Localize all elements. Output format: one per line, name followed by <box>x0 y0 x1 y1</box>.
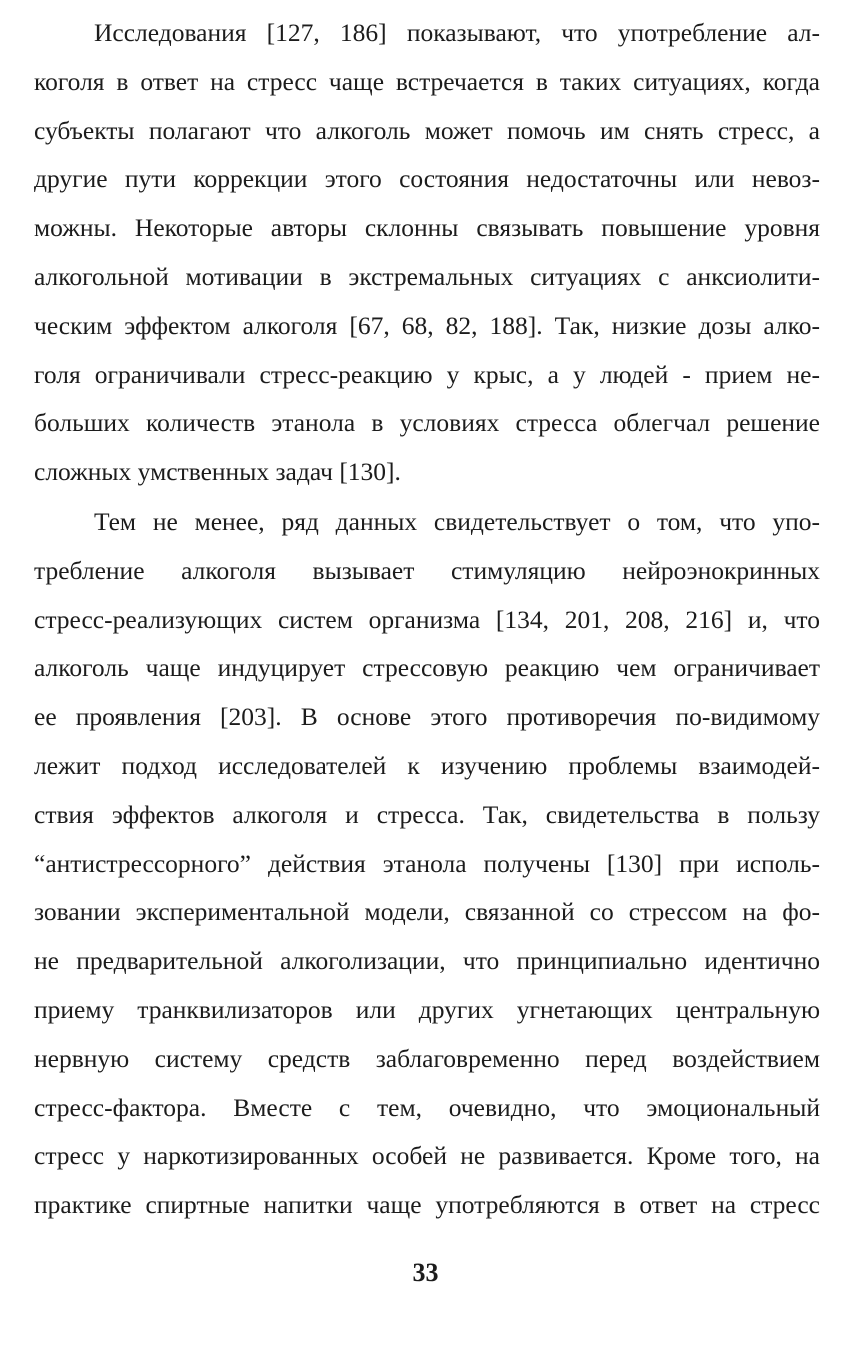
page-number: 33 <box>412 1258 439 1287</box>
text-line: стресс у наркотизированных особей не развивается. Кроме того, на <box>34 1141 820 1171</box>
text-line: голя ограничивали стресс-реакцию у крыс, а у людей - прием не- <box>34 359 820 389</box>
text-line: можны. Некоторые авторы склонны связывать повышение уровня <box>34 213 820 243</box>
text-line: практике спиртные напитки чаще употребляются в ответ на стресс <box>34 1190 820 1220</box>
text-line: ее проявления [203]. В основе этого противоречия по-видимому <box>34 702 820 732</box>
paragraph-2 <box>34 498 820 1230</box>
text-line: больших количеств этанола в условиях стресса облегчал решение <box>34 408 820 438</box>
text-line: стресс-фактора. Вместе с тем, очевидно, что эмоциональный <box>34 1092 820 1122</box>
text-line: другие пути коррекции этого состояния недостаточны или невоз- <box>34 164 820 194</box>
text-line: стресс-реализующих систем организма [134, 201, 208, 216] и, что <box>34 604 820 634</box>
text-line: требление алкоголя вызывает стимуляцию нейроэнокринных <box>34 555 820 585</box>
text-line: Тем не менее, ряд данных свидетельствует о том, что упо- <box>94 507 820 536</box>
text-line: ческим эффектом алкоголя [67, 68, 82, 188]. Так, низкие дозы алко- <box>34 310 820 340</box>
text-line: приему транквилизаторов или других угнетающих центральную <box>34 994 820 1024</box>
text-line: коголя в ответ на стресс чаще встречается в таких ситуациях, когда <box>34 66 820 96</box>
text-line: Исследования [127, 186] показывают, что употребление ал- <box>94 18 820 47</box>
text-line: не предварительной алкоголизации, что принципиально идентично <box>34 946 820 976</box>
text-line: лежит подход исследователей к изучению проблемы взаимодей- <box>34 750 820 780</box>
text-line: зовании экспериментальной модели, связанной со стрессом на фо- <box>34 897 820 927</box>
text-line: алкоголь чаще индуцирует стрессовую реакцию чем ограничивает <box>34 653 820 683</box>
text-line: “антистрессорного” действия этанола получены [130] при исполь- <box>34 848 820 878</box>
text-line: алкогольной мотивации в экстремальных ситуациях с анксиолити- <box>34 261 820 291</box>
paragraph-1 <box>34 9 820 497</box>
text-line: нервную систему средств заблаговременно перед воздействием <box>34 1043 820 1073</box>
text-line: ствия эффектов алкоголя и стресса. Так, свидетельства в пользу <box>34 799 820 829</box>
text-line: сложных умственных задач [130]. <box>34 457 401 487</box>
text-line: субъекты полагают что алкоголь может помочь им снять стресс, а <box>34 115 820 145</box>
